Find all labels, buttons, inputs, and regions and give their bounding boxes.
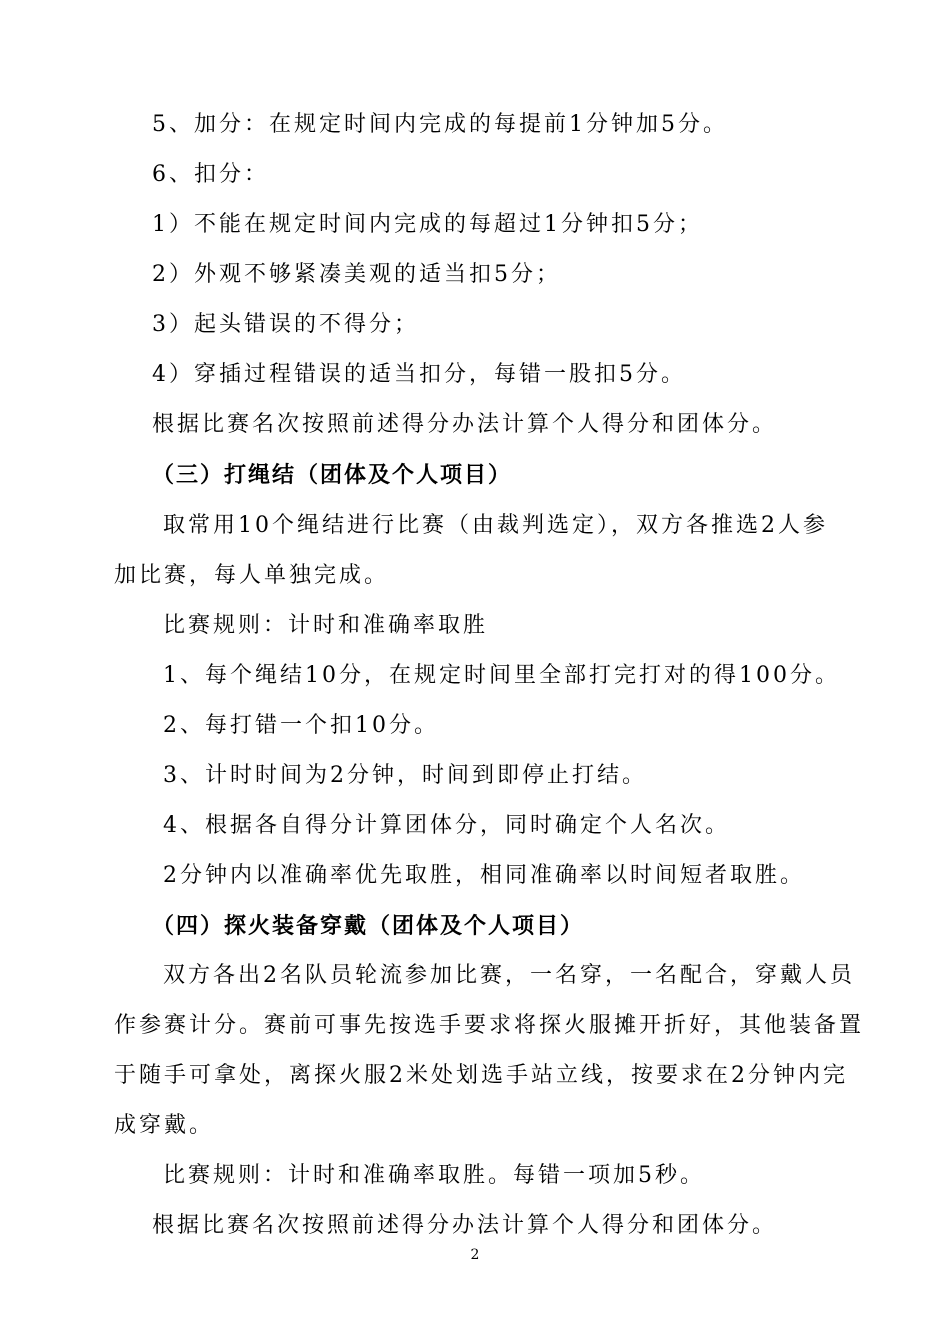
section-4-para-line-2: 作参赛计分。赛前可事先按选手要求将探火服摊开折好，其他装备置 — [114, 1013, 865, 1038]
section-3-rule-2: 2、每打错一个扣10分。 — [163, 713, 439, 738]
section-heading-3: （三）打绳结（团体及个人项目） — [152, 462, 513, 488]
rule-bonus: 5、加分：在规定时间内完成的每提前1分钟加5分。 — [152, 112, 728, 137]
scoring-note-2: 根据比赛名次按照前述得分办法计算个人得分和团体分。 — [152, 1213, 778, 1238]
section-3-intro-line-2: 加比赛，每人单独完成。 — [114, 563, 390, 588]
section-3-intro-line-1: 取常用10个绳结进行比赛（由裁判选定），双方各推选2人参 — [163, 513, 828, 538]
section-4-para-line-4: 成穿戴。 — [114, 1113, 215, 1138]
section-3-note: 2分钟内以准确率优先取胜，相同准确率以时间短者取胜。 — [163, 863, 805, 888]
section-3-rule-4: 4、根据各自得分计算团体分，同时确定个人名次。 — [163, 813, 730, 838]
page-number: 2 — [470, 1247, 480, 1263]
section-3-rule-3: 3、计时时间为2分钟，时间到即停止打结。 — [163, 763, 647, 788]
section-heading-4: （四）探火装备穿戴（团体及个人项目） — [152, 913, 585, 939]
section-3-rule-1: 1、每个绳结10分，在规定时间里全部打完打对的得100分。 — [163, 663, 840, 688]
deduction-item-4: 4）穿插过程错误的适当扣分，每错一股扣5分。 — [152, 362, 686, 387]
section-4-para-line-1: 双方各出2名队员轮流参加比赛，一名穿，一名配合，穿戴人员 — [163, 963, 855, 988]
section-4-rules: 比赛规则：计时和准确率取胜。每错一项加5秒。 — [163, 1163, 705, 1188]
section-4-para-line-3: 于随手可拿处，离探火服2米处划选手站立线，按要求在2分钟内完 — [114, 1063, 848, 1088]
deduction-item-1: 1）不能在规定时间内完成的每超过1分钟扣5分； — [152, 212, 703, 237]
deduction-item-2: 2）外观不够紧凑美观的适当扣5分； — [152, 262, 561, 287]
scoring-note-1: 根据比赛名次按照前述得分办法计算个人得分和团体分。 — [152, 412, 778, 437]
section-3-rules-title: 比赛规则：计时和准确率取胜 — [163, 613, 489, 638]
deduction-item-3: 3）起头错误的不得分； — [152, 312, 419, 337]
rule-deduction: 6、扣分： — [152, 162, 269, 187]
